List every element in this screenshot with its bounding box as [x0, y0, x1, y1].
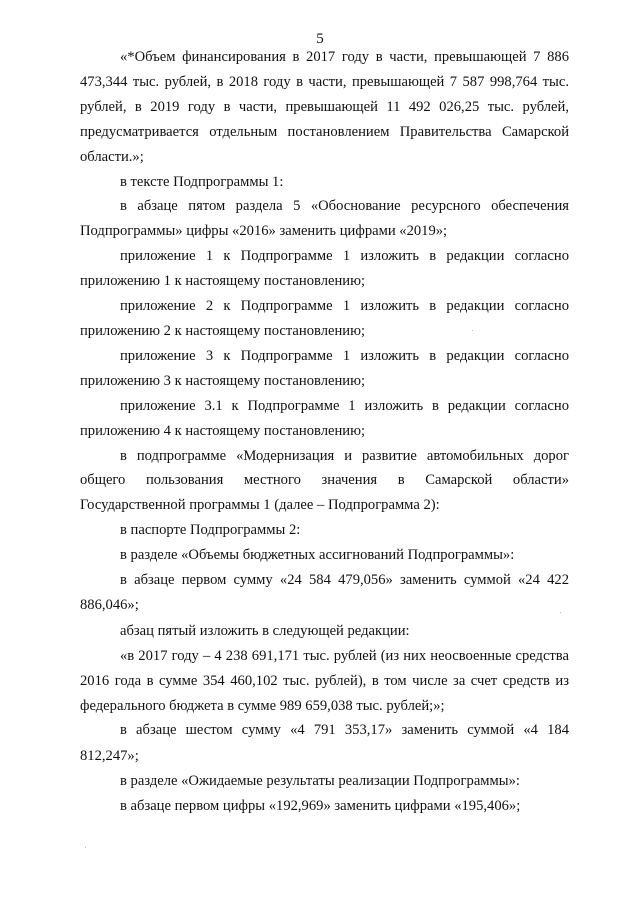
- paragraph-subprogram1-heading: в тексте Подпрограммы 1:: [120, 173, 284, 190]
- paragraph-subprogram2-intro: в подпрограмме «Модернизация и развитие автомобильных дорог общего пользования местного значения в Самарской области» Государственной программы 1 (далее – Подпрограмма 2):: [80, 447, 569, 514]
- scan-speck: [560, 612, 561, 613]
- paragraph-passport-heading: в паспорте Подпрограммы 2:: [120, 522, 301, 539]
- paragraph-financing-note: «*Объем финансирования в 2017 году в части, превышающей 7 886 473,344 тыс. рублей, в 2018 году в части, превышающей 7 587 998,764 тыс. рублей, в 2019 году в части, превышающей 11 492 026,25 тыс. рублей, предусматривается отдельным постановлением Правительства Самарской области.»;: [80, 49, 569, 165]
- scan-speck: [85, 847, 86, 848]
- paragraph-2017-amounts: «в 2017 году – 4 238 691,171 тыс. рублей (из них неосвоенные средства 2016 года в сумме 354 460,102 тыс. рублей), в том числе за счет средств из федерального бюджета в сумме 989 659,038 тыс. рублей;»;: [80, 647, 569, 714]
- paragraph-appendix-1: приложение 1 к Подпрограмме 1 изложить в редакции согласно приложению 1 к настоящему постановлению;: [80, 248, 569, 290]
- paragraph-section5-amendment: в абзаце пятом раздела 5 «Обоснование ресурсного обеспечения Подпрограммы» цифры «2016» заменить цифрами «2019»;: [80, 198, 569, 240]
- paragraph-budget-section: в разделе «Объемы бюджетных ассигнований Подпрограммы»:: [120, 547, 515, 564]
- scan-speck: [472, 330, 473, 331]
- document-body: [80, 45, 569, 819]
- paragraph-sixth-sum: в абзаце шестом сумму «4 791 353,17» заменить суммой «4 184 812,247»;: [80, 722, 569, 764]
- paragraph-results-figures: в абзаце первом цифры «192,969» заменить цифрами «195,406»;: [120, 798, 521, 815]
- page-number: 5: [316, 31, 324, 47]
- paragraph-fifth-abzac: абзац пятый изложить в следующей редакции:: [120, 622, 410, 639]
- paragraph-appendix-3-1: приложение 3.1 к Подпрограмме 1 изложить в редакции согласно приложению 4 к настоящему постановлению;: [80, 397, 569, 439]
- paragraph-results-section: в разделе «Ожидаемые результаты реализации Подпрограммы»:: [120, 773, 520, 790]
- paragraph-appendix-3: приложение 3 к Подпрограмме 1 изложить в редакции согласно приложению 3 к настоящему постановлению;: [80, 347, 569, 389]
- paragraph-first-sum: в абзаце первом сумму «24 584 479,056» заменить суммой «24 422 886,046»;: [80, 572, 569, 614]
- paragraph-appendix-2: приложение 2 к Подпрограмме 1 изложить в редакции согласно приложению 2 к настоящему постановлению;: [80, 298, 569, 339]
